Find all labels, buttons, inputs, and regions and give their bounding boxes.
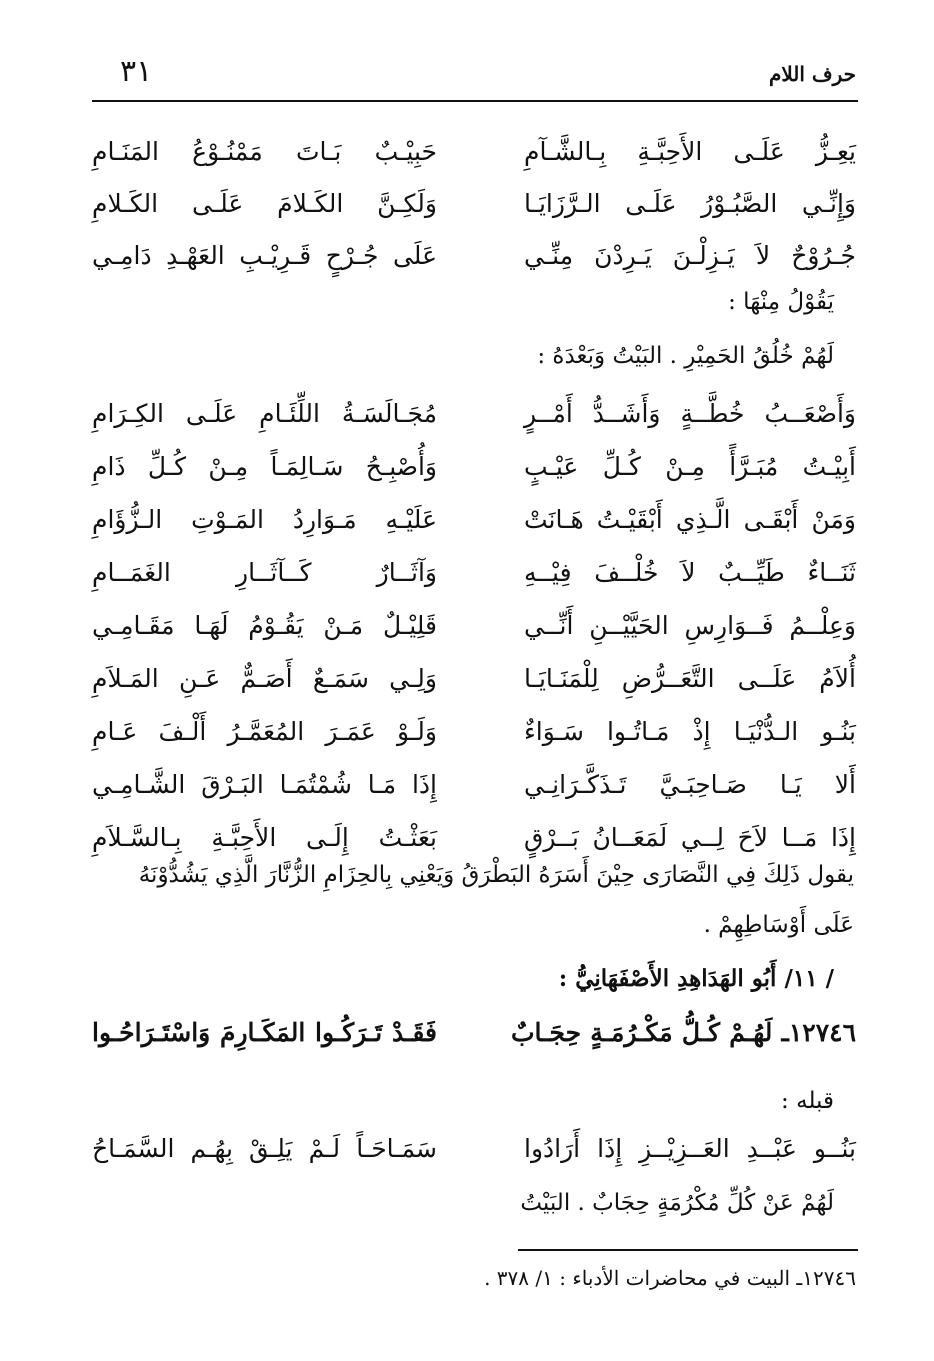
poet-heading: / ١١/ أَبُو الهَدَاهِدِ الأَصْفَهَانِيُّ : (558, 965, 834, 992)
first-hemistich: ثَنَــاءٌ طَيِّــبٌ لاَ خُلْــفَ فِيْــهِ (524, 557, 856, 587)
verse-line (92, 757, 856, 811)
verse-line (92, 386, 856, 440)
first-hemistich: جُـرُوْحٌ لاَ يَـزِلْـنَ يَـرِدْنَ مِنِّـي (524, 240, 856, 270)
prose-line: يَقُوْلُ مِنْهَا : (728, 289, 834, 315)
verse-line (92, 228, 856, 282)
second-hemistich: سَمَـاحَـاً لَـمْ يَلِـقْ بِهُـم السَّمَـاحُ (92, 1133, 437, 1163)
first-hemistich: وَإِنِّـي الصَّبُـوْرُ عَلَـى الـرَّزَايَـا (524, 188, 856, 218)
verse-line (92, 651, 856, 705)
second-hemistich: وَأُصْبِـحُ سَـالِمَـاً مِـنْ كُـلِّ ذَامِ (92, 451, 437, 481)
verse-line (92, 492, 856, 546)
second-hemistich: عَلَى جُـرْحٍ قَـرِيْـبِ العَهْـدِ دَامِـي (92, 240, 437, 270)
footnote-rule (518, 1249, 858, 1251)
verse-line (92, 439, 856, 493)
first-hemistich: يَعِـزُّ عَلَـى الأَحِبَّـةِ بِـالشَّـآمِ (524, 136, 856, 166)
header-rule (92, 100, 858, 102)
second-hemistich: قَلِيْـلٌ مَـنْ يَقُـوْمُ لَهَـا مَقَـامِـي (92, 610, 437, 640)
before-label: قبله : (781, 1088, 834, 1114)
second-hemistich: عَلَيْـهِ مَـوَارِدُ المَـوْتِ الـزُّؤَامِ (92, 504, 437, 534)
second-hemistich: مُجَـالَسَـةُ اللِّئَـامِ عَلَـى الكِـرَامِ (92, 398, 437, 428)
second-hemistich: حَبِيْـبٌ بَـاتَ مَمْنُـوْعُ المَنَـامِ (92, 136, 437, 166)
main-verse (92, 1005, 856, 1059)
prose-line: لَهُمْ خُلُقُ الحَمِيْرِ . البَيْتُ وَبَعْدَهُ : (537, 343, 834, 369)
verse-line (92, 545, 856, 599)
closing-line: لَهُمْ عَنْ كُلِّ مُكْرُمَةٍ حِجَابٌ . البَيْتُ (520, 1190, 834, 1216)
first-hemistich: ١٢٧٤٦ـ لَهُـمْ كُـلُّ مَكْـرُمَـةٍ حِجَـابٌ (511, 1017, 856, 1047)
first-hemistich: وَعِلْــمُ فَــوَارِسِ الحَيَّيْــنِ أَنِّــي (524, 610, 856, 640)
first-hemistich: أَلا يَـا صَـاحِبَـيَّ تَـذَكَّـرَانِـي (524, 769, 856, 799)
page-header (92, 48, 856, 96)
second-hemistich: فَقَـدْ تَـرَكُـوا المَكَـارِمَ وَاسْتَـرَاحُـوا (92, 1017, 437, 1047)
second-hemistich: وَلَكِـنَّ الكَـلامَ عَلَـى الكَـلامِ (92, 188, 437, 218)
first-hemistich: أُلاَمُ عَلَــى التَّعَــرُّضِ لِلْمَنَـايَـا (524, 663, 856, 693)
second-hemistich: وَآثَــارٌ كَــآثَــارِ الغَمَــامِ (92, 557, 437, 587)
second-hemistich: إِذَا مَـا شُمْتُمَـا البَـرْقَ الشَّـامِـي (92, 769, 437, 799)
footnote: ١٢٧٤٦ـ البيت في محاضرات الأدباء : ١/ ٣٧٨ . (484, 1266, 856, 1290)
first-hemistich: إِذَا مَــا لاَحَ لِــي لَمَعَــانُ بَــرْقٍ (524, 822, 856, 852)
second-hemistich: بَعَثْـتُ إِلَـى الأَحِبَّـةِ بِـالسَّـلاَمِ (92, 822, 437, 852)
chapter-title: حرف اللام (768, 62, 856, 86)
second-hemistich: وَلِـي سَمَـعٌ أَصَـمٌّ عَـنِ المَـلاَمِ (92, 663, 437, 693)
first-hemistich: وَأَصْعَــبُ خُطَّــةٍ وَأَشَــدُّ أَمْــرٍ (524, 398, 856, 428)
first-hemistich: وَمَنْ أَبْقَـى الَّـذِي أَبْقَيْـتُ هَـانَتْ (524, 504, 856, 534)
page-number: ٣١ (120, 54, 153, 89)
first-hemistich: بَنُـو الـدُّنْيَـا إِذْ مَـاتُـوا سَـوَاءٌ (524, 716, 856, 746)
first-hemistich: أَبِيْـتُ مُبَـرَّأً مِـنْ كُـلِّ عَيْـبٍ (524, 451, 856, 481)
prose-line: يقول ذَلِكَ فِي النَّصَارَى حِيْنَ أَسَرَهُ البَطْرَقُ وَيَعْنِي بِالحِزَامِ الزُّنَّارَ الَّذِي يَشُدُّوْنَهُ (138, 862, 854, 888)
prose-line: عَلَى أَوْسَاطِهِمْ . (703, 912, 854, 938)
verse-line (92, 1121, 856, 1175)
verse-line (92, 704, 856, 758)
first-hemistich: بَنُــو عَبْــدِ العَــزِيْــزِ إِذَا أَرَادُوا (524, 1133, 856, 1163)
verse-line (92, 810, 856, 864)
second-hemistich: وَلَـوْ عَمَـرَ المُعَمَّـرُ أَلْـفَ عَـامِ (92, 716, 437, 746)
verse-line (92, 124, 856, 178)
verse-line (92, 176, 856, 230)
verse-line (92, 598, 856, 652)
